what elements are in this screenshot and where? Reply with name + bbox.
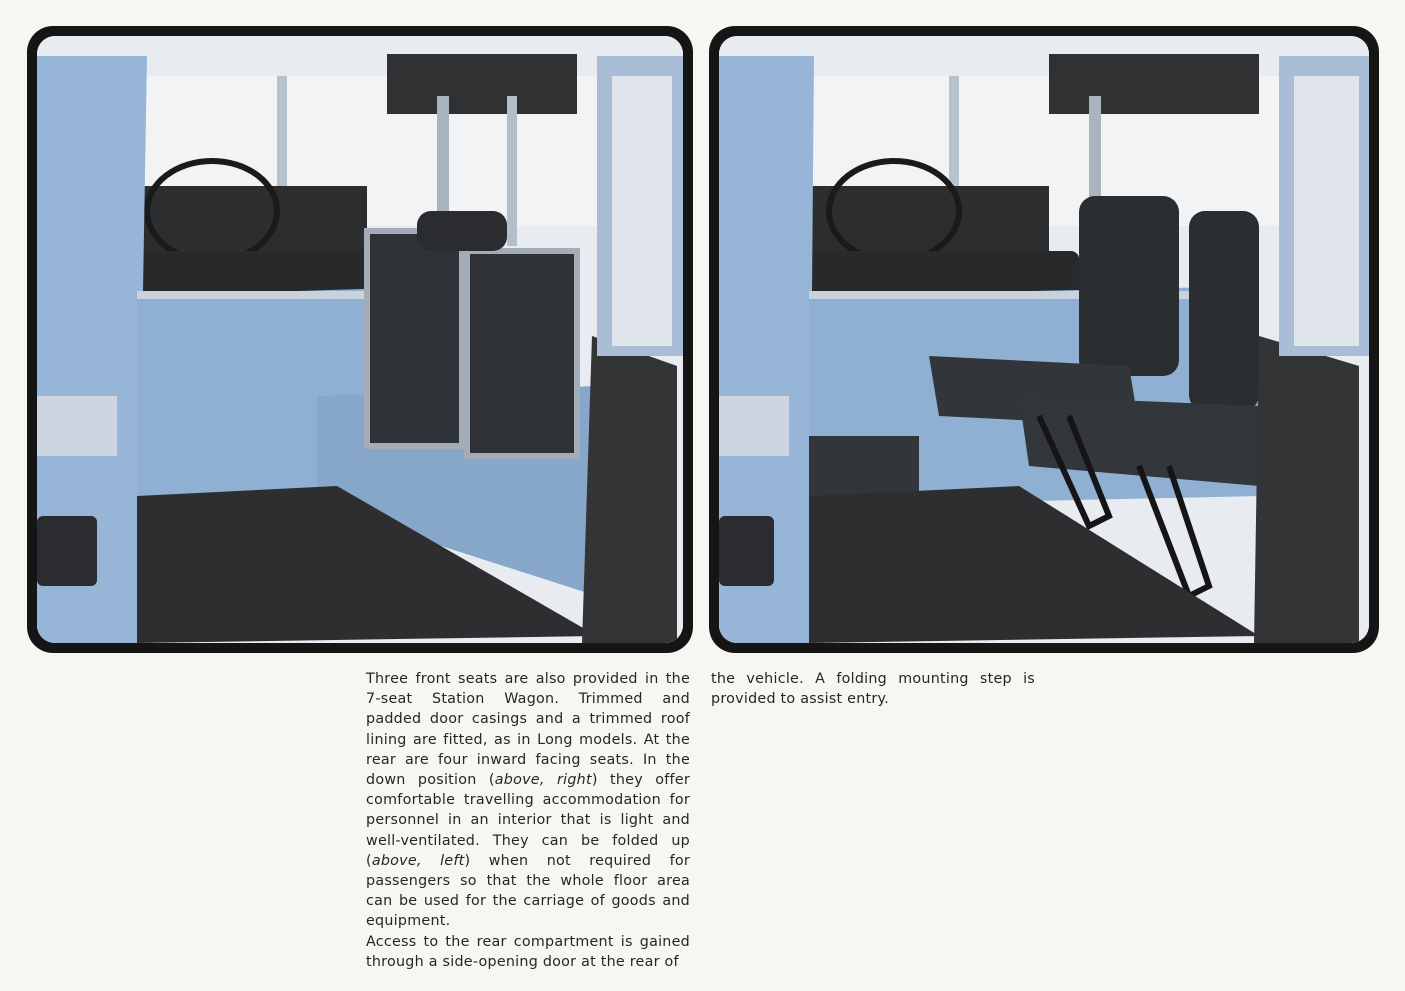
photo-right-seats-down (709, 26, 1379, 653)
caption-emphasis: above, left (371, 852, 465, 869)
photo-left-seats-folded (27, 26, 693, 653)
vehicle-interior-folded-illustration (37, 36, 683, 643)
caption-emphasis: above, right (494, 772, 592, 789)
caption-paragraph-3: the vehicle. A folding mounting step is provided to assist entry. (711, 671, 1035, 708)
caption-column-2 (711, 669, 1035, 709)
caption-column-1 (366, 669, 690, 972)
caption-text: ) when not required for passengers so that the whole floor area can be used for the carriage of goods and equipment. (366, 852, 690, 930)
caption-paragraph-1 (366, 669, 690, 932)
vehicle-interior-seats-down-illustration (719, 36, 1369, 643)
caption-text: Three front seats are also provided in the 7-seat Station Wagon. Trimmed and padded door casings and a trimmed roof lining are fitted, as in Long models. At the rear are four inward facing seats. In the down position ( (366, 671, 690, 789)
caption-paragraph-2: Access to the rear compartment is gained through a side-opening door at the rear of (366, 933, 690, 970)
photo-left-image (37, 36, 683, 643)
photo-right-image (719, 36, 1369, 643)
caption-text: ) they offer comfortable travelling accommodation for personnel in an interior that is light and well-ventilated. They can be folded up ( (366, 772, 690, 869)
